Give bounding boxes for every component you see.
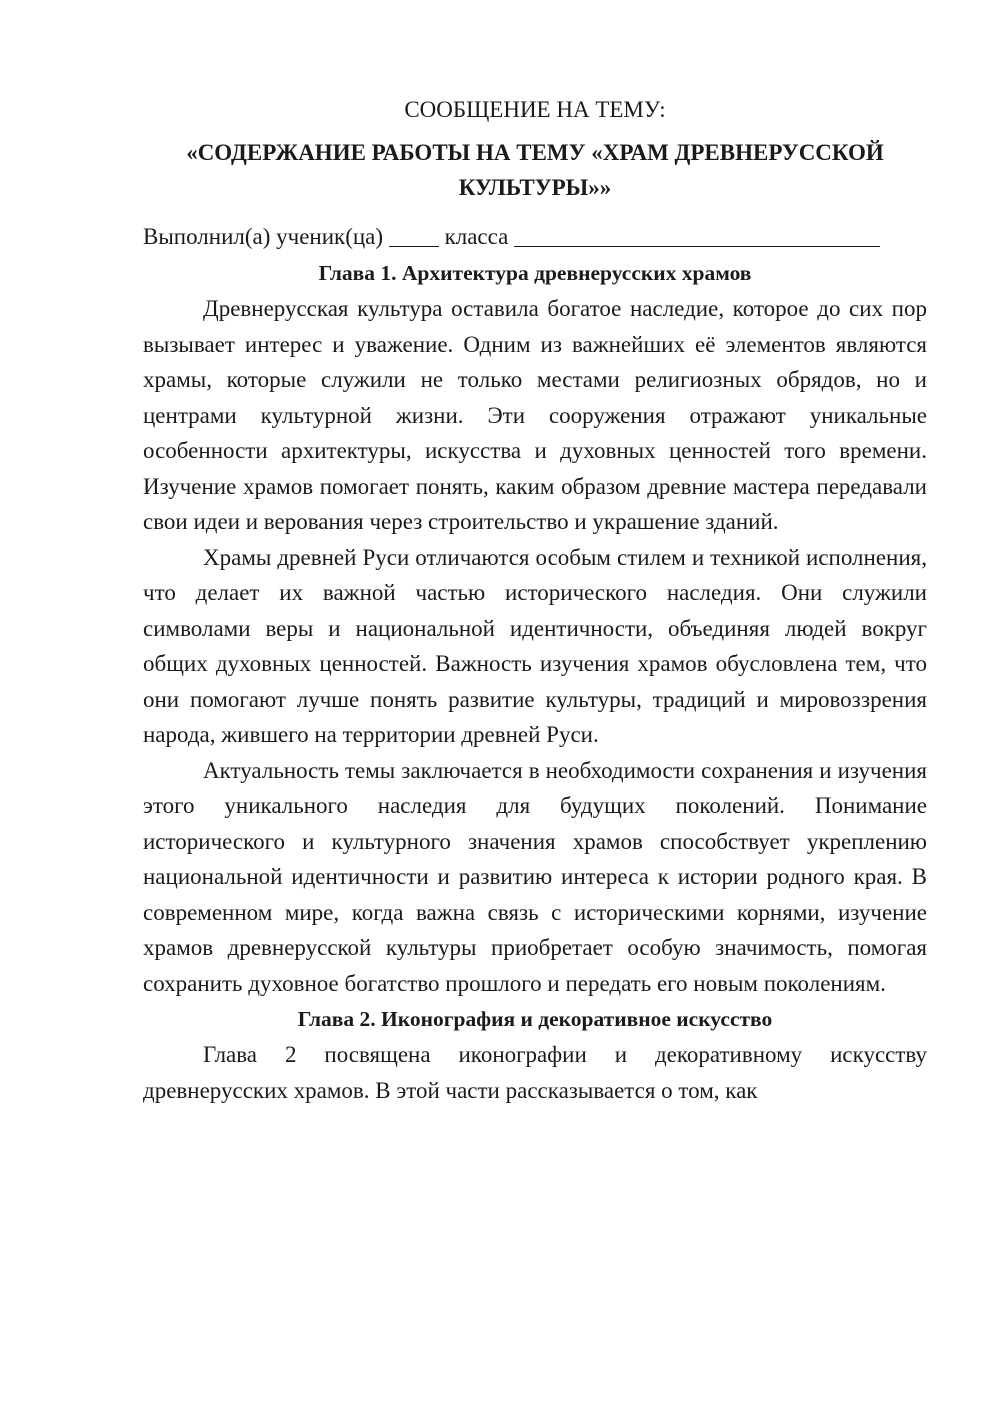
class-number-blank[interactable] (389, 223, 439, 247)
document-page (143, 92, 927, 1108)
document-subtitle: СООБЩЕНИЕ НА ТЕМУ: (404, 97, 666, 122)
chapter-1-heading: Глава 1. Архитектура древнерусских храмов (318, 261, 752, 285)
author-prefix: Выполнил(а) ученик(ца) (143, 224, 384, 249)
chapter-1-paragraph-1: Древнерусская культура оставила богатое наследие, которое до сих пор вызывает интерес и уважение. Одним из важнейших её элементов являются храмы, которые служили не только местами религиозных обрядов, но и центрами культурной жизни. Эти сооружения отражают уникальные особенности архитектуры, искусства и духовных ценностей того времени. Изучение храмов помогает понять, каким образом древние мастера передавали свои идеи и верования через строительство и украшение зданий. (143, 296, 927, 534)
author-line (143, 219, 927, 255)
chapter-1-paragraph-3: Актуальность темы заключается в необходимости сохранения и изучения этого уникального наследия для будущих поколений. Понимание исторического и культурного значения храмов способствует укреплению национальной идентичности и развитию интереса к истории родного края. В современном мире, когда важна связь с историческими корнями, изучение храмов древнерусской культуры приобретает особую значимость, помогая сохранить духовное богатство прошлого и передать его новым поколениям. (143, 757, 927, 996)
document-title: «СОДЕРЖАНИЕ РАБОТЫ НА ТЕМУ «ХРАМ ДРЕВНЕРУССКОЙ КУЛЬТУРЫ»» (186, 140, 884, 200)
class-label: класса (444, 224, 509, 249)
student-name-blank[interactable] (514, 223, 880, 247)
chapter-1-paragraph-2: Храмы древней Руси отличаются особым стилем и техникой исполнения, что делает их важной частью исторического наследия. Они служили символами веры и национальной идентичности, объединяя людей вокруг общих духовных ценностей. Важность изучения храмов обусловлена тем, что они помогают лучше понять развитие культуры, традиций и мировоззрения народа, жившего на территории древней Руси. (143, 544, 927, 747)
chapter-2-heading: Глава 2. Иконография и декоративное искусство (297, 1007, 773, 1031)
chapter-2-paragraph-1: Глава 2 посвящена иконографии и декоративному искусству древнерусских храмов. В этой части рассказывается о том, как (143, 1042, 927, 1103)
